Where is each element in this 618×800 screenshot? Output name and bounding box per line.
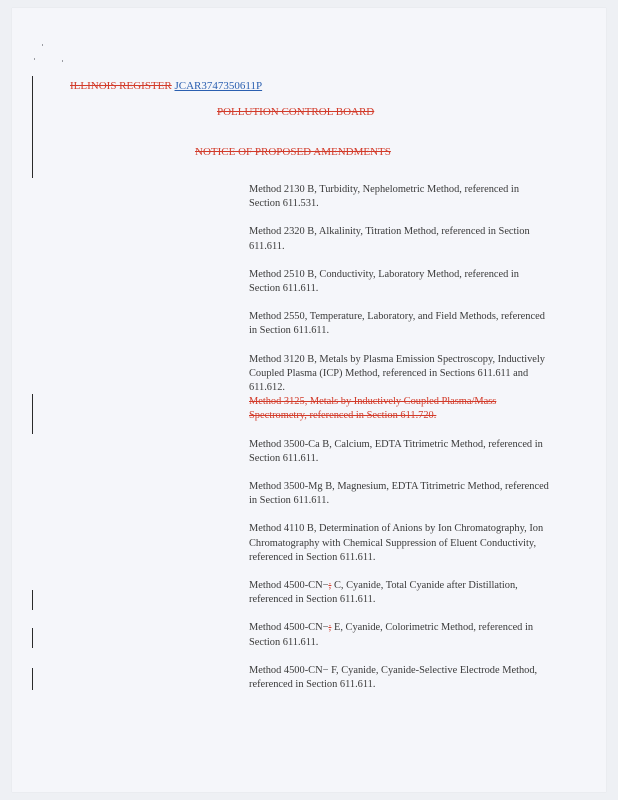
list-item: Method 2510 B, Conductivity, Laboratory Method, referenced in Section 611.611.: [249, 268, 519, 295]
deleted-text: ;: [328, 580, 332, 592]
list-item: Method 3500-Ca B, Calcium, EDTA Titrimetric Method, referenced in Section 611.611.: [249, 438, 543, 464]
board-name: POLLUTION CONTROL BOARD: [217, 106, 375, 118]
list-item: Method 4500-CN− F, Cyanide, Cyanide-Selective Electrode Method, referenced in Section 611.611.: [249, 664, 538, 691]
list-item: Method 2320 B, Alkalinity, Titration Method, referenced in Section 611.611.: [249, 226, 530, 252]
change-bar: [32, 590, 33, 610]
method-list: [249, 183, 549, 706]
list-item: Method 2130 B, Turbidity, Nephelometric Method, referenced in Section 611.531.: [249, 184, 520, 210]
list-item: Method 4500-CN−; E, Cyanide, Colorimetric Method, referenced in Section 611.611.: [249, 622, 534, 648]
change-bar: [32, 628, 33, 648]
register-label: ILLINOIS REGISTER: [70, 80, 172, 92]
change-bar: [32, 394, 33, 434]
scan-speck: [62, 60, 63, 62]
scan-speck: [34, 58, 35, 60]
list-item: Method 3500-Mg B, Magnesium, EDTA Titrimetric Method, referenced in Section 611.611.: [249, 481, 549, 507]
scan-speck: [42, 44, 43, 46]
list-item: Method 3120 B, Metals by Plasma Emission Spectroscopy, Inductively Coupled Plasma (ICP) Method, referenced in Sections 611.611 and 611.612. Method 3125, Metals by Inductively Coupled Plasma/Mass Spectrometry, referenced in Section 611.720.: [249, 353, 549, 424]
notice-title: NOTICE OF PROPOSED AMENDMENTS: [195, 146, 391, 158]
jcar-link[interactable]: JCAR3747350611P: [174, 80, 263, 92]
register-header: [70, 80, 262, 92]
document-page: [12, 8, 606, 792]
change-bar: [32, 76, 33, 178]
list-item: Method 4110 B, Determination of Anions by Ion Chromatography, Ion Chromatography with Chemical Suppression of Eluent Conductivity, referenced in Section 611.611.: [249, 523, 544, 563]
list-item: Method 4500-CN−; C, Cyanide, Total Cyanide after Distillation, referenced in Section 611.611.: [249, 580, 518, 606]
change-bar: [32, 668, 33, 690]
list-item: Method 2550, Temperature, Laboratory, and Field Methods, referenced in Section 611.611.: [249, 311, 545, 337]
deleted-text: Method 3125, Metals by Inductively Coupled Plasma/Mass Spectrometry, referenced in Section 611.720.: [249, 396, 497, 422]
deleted-text: ;: [328, 622, 332, 634]
